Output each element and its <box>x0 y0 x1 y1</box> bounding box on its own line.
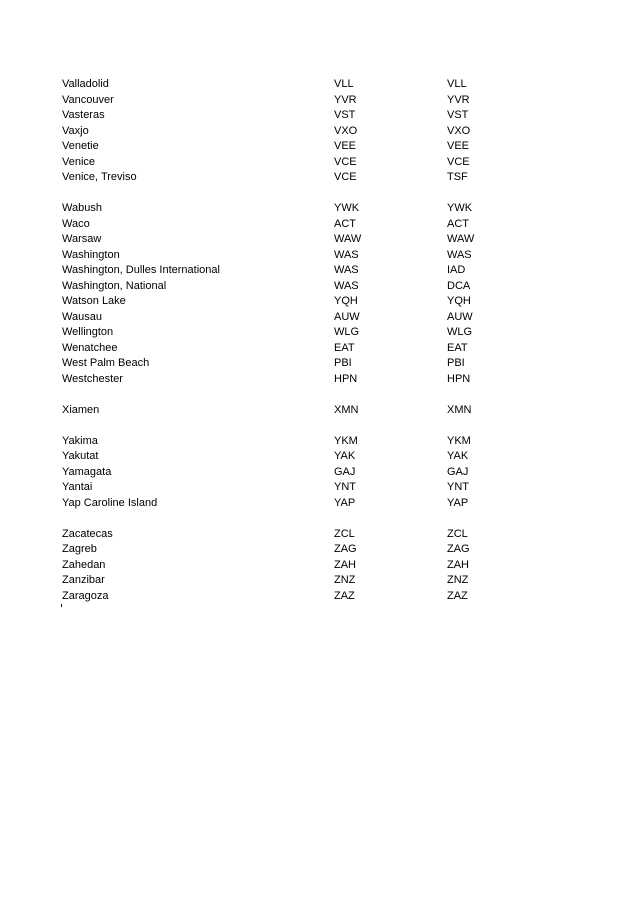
table-row <box>62 217 482 233</box>
group-spacer <box>62 186 482 202</box>
city-code-cell: YAP <box>334 496 356 509</box>
table-row <box>62 325 482 341</box>
city-name-cell: Venice <box>62 155 96 168</box>
table-row <box>62 263 482 279</box>
airport-code-cell: XMN <box>447 403 472 416</box>
airport-code-cell: EAT <box>447 341 468 354</box>
airport-code-cell: ZCL <box>447 527 468 540</box>
city-code-cell: VCE <box>334 155 357 168</box>
city-name-cell: Xiamen <box>62 403 100 416</box>
cell-marker <box>61 604 62 607</box>
city-code-cell: VLL <box>334 78 354 90</box>
city-name-cell: Watson Lake <box>62 295 126 307</box>
airport-code-cell: YKM <box>447 434 471 447</box>
table-row <box>62 124 482 140</box>
table-row <box>62 527 482 543</box>
table-row <box>62 77 482 93</box>
airport-code-cell: ZAG <box>447 543 470 555</box>
table-row <box>62 341 482 357</box>
city-code-cell: WAS <box>334 264 359 276</box>
group-spacer <box>62 418 482 434</box>
table-row <box>62 403 482 419</box>
table-row <box>62 108 482 124</box>
table-row <box>62 542 482 558</box>
city-code-cell: ACT <box>334 217 356 230</box>
table-row <box>62 248 482 264</box>
airport-code-cell: ACT <box>447 217 469 230</box>
city-name-cell: Vaxjo <box>62 124 89 137</box>
city-name-cell: Westchester <box>62 372 123 385</box>
city-name-cell: Venice, Treviso <box>62 171 137 183</box>
city-code-cell: XMN <box>334 403 359 416</box>
city-code-cell: YWK <box>334 202 360 214</box>
table-row <box>62 573 482 589</box>
table-row <box>62 279 482 295</box>
table-row <box>62 480 482 496</box>
city-code-cell: ZCL <box>334 527 355 540</box>
city-name-cell: Venetie <box>62 140 99 152</box>
airport-code-cell: YAK <box>447 450 469 462</box>
city-name-cell: Warsaw <box>62 233 102 245</box>
table-row <box>62 155 482 171</box>
city-code-cell: AUW <box>334 310 360 323</box>
airport-code-cell: VLL <box>447 78 467 90</box>
airport-code-cell: AUW <box>447 310 473 323</box>
airport-code-cell: YWK <box>447 202 473 214</box>
city-code-cell: YAK <box>334 450 356 462</box>
airport-code-cell: ZAH <box>447 558 469 571</box>
city-code-cell: WAS <box>334 248 359 261</box>
city-name-cell: West Palm Beach <box>62 357 150 369</box>
city-name-cell: Yap Caroline Island <box>62 496 158 509</box>
city-name-cell: Wabush <box>62 202 102 214</box>
city-code-cell: WAW <box>334 233 362 245</box>
city-code-cell: ZAZ <box>334 589 355 602</box>
table-row <box>62 170 482 186</box>
city-name-cell: Zaragoza <box>62 589 109 602</box>
airport-code-cell: VEE <box>447 140 470 152</box>
airport-code-cell: ZNZ <box>447 574 469 586</box>
airport-code-cell: VST <box>447 109 469 121</box>
city-code-cell: VEE <box>334 140 357 152</box>
table-row <box>62 356 482 372</box>
airport-code-cell: HPN <box>447 372 471 385</box>
city-code-cell: WLG <box>334 326 360 338</box>
city-code-cell: YNT <box>334 481 356 493</box>
city-name-cell: Zanzibar <box>62 574 105 586</box>
city-code-cell: VCE <box>334 171 357 183</box>
table-row <box>62 139 482 155</box>
city-name-cell: Zahedan <box>62 558 106 571</box>
table-row <box>62 372 482 388</box>
airport-code-cell: TSF <box>447 171 468 183</box>
city-name-cell: Zacatecas <box>62 527 113 540</box>
city-code-cell: PBI <box>334 357 352 369</box>
table-row <box>62 310 482 326</box>
airport-code-cell: WAW <box>447 233 475 245</box>
airport-code-table <box>62 77 482 604</box>
city-name-cell: Vasteras <box>62 109 105 121</box>
city-name-cell: Wenatchee <box>62 341 118 354</box>
table-row <box>62 449 482 465</box>
city-name-cell: Wausau <box>62 310 102 323</box>
city-code-cell: YKM <box>334 434 358 447</box>
airport-code-cell: WAS <box>447 248 472 261</box>
airport-code-cell: GAJ <box>447 465 469 478</box>
city-code-cell: GAJ <box>334 465 356 478</box>
city-name-cell: Wellington <box>62 326 114 338</box>
table-row <box>62 465 482 481</box>
table-row <box>62 93 482 109</box>
city-name-cell: Yamagata <box>62 465 112 478</box>
city-name-cell: Waco <box>62 217 90 230</box>
city-code-cell: YVR <box>334 93 357 106</box>
city-code-cell: YQH <box>334 295 358 307</box>
city-name-cell: Washington, Dulles International <box>62 264 220 276</box>
table-row <box>62 232 482 248</box>
airport-code-cell: DCA <box>447 279 471 292</box>
city-name-cell: Yantai <box>62 481 93 493</box>
city-code-cell: HPN <box>334 372 358 385</box>
table-row <box>62 434 482 450</box>
airport-code-cell: YAP <box>447 496 469 509</box>
city-code-cell: VST <box>334 109 356 121</box>
table-row <box>62 294 482 310</box>
city-code-cell: ZNZ <box>334 574 356 586</box>
group-spacer <box>62 387 482 403</box>
table-row <box>62 558 482 574</box>
city-name-cell: Yakima <box>62 434 98 447</box>
airport-code-cell: YNT <box>447 481 469 493</box>
city-code-cell: VXO <box>334 124 358 137</box>
table-row <box>62 496 482 512</box>
airport-code-cell: YQH <box>447 295 471 307</box>
airport-code-cell: PBI <box>447 357 465 369</box>
city-name-cell: Valladolid <box>62 78 109 90</box>
city-code-cell: ZAG <box>334 543 357 555</box>
airport-code-cell: VXO <box>447 124 471 137</box>
city-code-cell: ZAH <box>334 558 356 571</box>
airport-code-cell: ZAZ <box>447 589 468 602</box>
table-row <box>62 201 482 217</box>
airport-code-cell: WLG <box>447 326 473 338</box>
city-name-cell: Yakutat <box>62 450 99 462</box>
airport-code-cell: VCE <box>447 155 470 168</box>
group-spacer <box>62 511 482 527</box>
city-code-cell: WAS <box>334 279 359 292</box>
city-code-cell: EAT <box>334 341 355 354</box>
table-row <box>62 589 482 605</box>
city-name-cell: Zagreb <box>62 543 97 555</box>
city-name-cell: Washington, National <box>62 279 167 292</box>
airport-code-cell: IAD <box>447 264 466 276</box>
airport-code-cell: YVR <box>447 93 470 106</box>
city-name-cell: Vancouver <box>62 93 114 106</box>
city-name-cell: Washington <box>62 248 120 261</box>
